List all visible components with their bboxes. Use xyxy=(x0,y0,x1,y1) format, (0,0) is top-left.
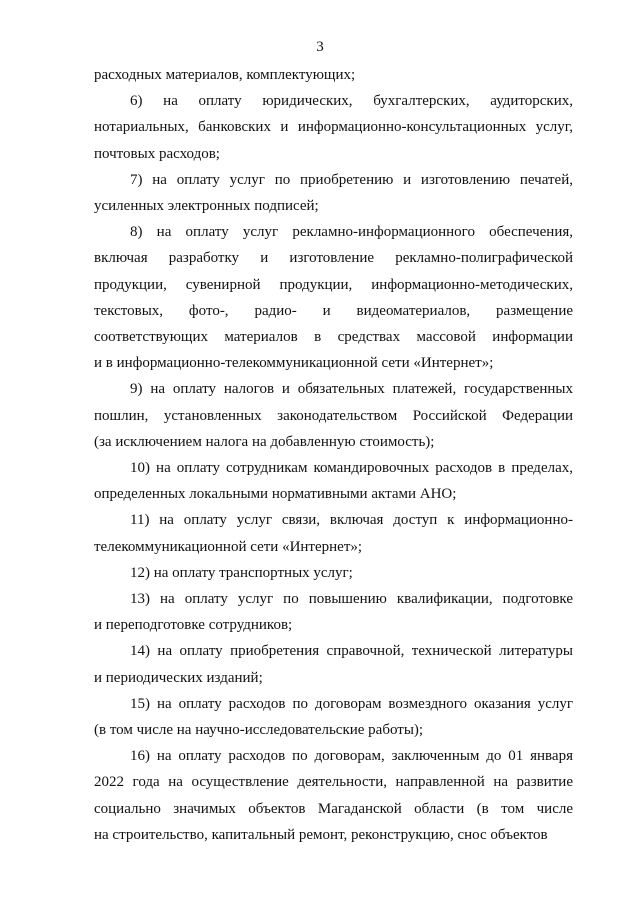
paragraph-p7 xyxy=(94,167,573,219)
text-line: 9) на оплату налогов и обязательных платежей, государственных xyxy=(130,381,573,398)
paragraph-p13 xyxy=(94,586,573,638)
text-line: расходных материалов, комплектующих; xyxy=(94,67,356,83)
page-number: 3 xyxy=(316,39,324,55)
text-line: 8) на оплату услуг рекламно-информационного обеспечения, xyxy=(130,224,573,241)
text-line: 15) на оплату расходов по договорам возмездного оказания услуг xyxy=(130,695,573,712)
paragraph-p11 xyxy=(94,507,573,559)
text-line: 10) на оплату сотрудникам командировочных расходов в пределах, xyxy=(130,460,573,477)
paragraph-p9 xyxy=(94,376,573,455)
text-line: на строительство, капитальный ремонт, реконструкцию, снос объектов xyxy=(94,826,548,843)
text-line: и переподготовке сотрудников; xyxy=(94,617,293,634)
paragraph-p6 xyxy=(94,88,573,167)
text-line: 2022 года на осуществление деятельности, направленной на развитие xyxy=(94,774,573,791)
text-line: и периодических изданий; xyxy=(94,669,263,686)
paragraph-p8 xyxy=(94,219,573,376)
text-line: определенных локальными нормативными актами АНО; xyxy=(94,486,457,503)
text-line: 11) на оплату услуг связи, включая доступ к информационно- xyxy=(130,512,573,529)
text-line: пошлин, установленных законодательством Российской Федерации xyxy=(94,407,573,424)
text-line: продукции, сувенирной продукции, информационно-методических, xyxy=(94,276,573,293)
text-line: усиленных электронных подписей; xyxy=(94,198,319,215)
paragraph-p14 xyxy=(94,638,573,690)
text-line: (в том числе на научно-исследовательские работы); xyxy=(94,722,424,739)
paragraph-p0 xyxy=(94,62,573,88)
paragraph-p12 xyxy=(94,560,573,586)
text-line: телекоммуникационной сети «Интернет»; xyxy=(94,538,363,555)
paragraph-p15 xyxy=(94,691,573,743)
text-line: 14) на оплату приобретения справочной, технической литературы xyxy=(130,643,573,660)
text-line: (за исключением налога на добавленную стоимость); xyxy=(94,433,435,450)
paragraph-p16 xyxy=(94,743,573,848)
document-body xyxy=(94,62,573,848)
text-line: 16) на оплату расходов по договорам, заключенным до 01 января xyxy=(130,748,573,765)
text-line: 13) на оплату услуг по повышению квалификации, подготовке xyxy=(130,591,573,608)
text-line: почтовых расходов; xyxy=(94,145,220,162)
paragraph-p10 xyxy=(94,455,573,507)
text-line: соответствующих материалов в средствах массовой информации xyxy=(94,329,573,346)
text-line: социально значимых объектов Магаданской области (в том числе xyxy=(94,800,573,817)
text-line: текстовых, фото-, радио- и видеоматериалов, размещение xyxy=(94,302,573,319)
text-line: 7) на оплату услуг по приобретению и изготовлению печатей, xyxy=(130,171,573,188)
text-line: включая разработку и изготовление рекламно-полиграфической xyxy=(94,250,573,267)
text-line: 6) на оплату юридических, бухгалтерских, аудиторских, xyxy=(130,93,573,110)
text-line: и в информационно-телекоммуникационной сети «Интернет»; xyxy=(94,355,494,372)
text-line: 12) на оплату транспортных услуг; xyxy=(130,564,353,581)
text-line: нотариальных, банковских и информационно-консультационных услуг, xyxy=(94,119,573,136)
